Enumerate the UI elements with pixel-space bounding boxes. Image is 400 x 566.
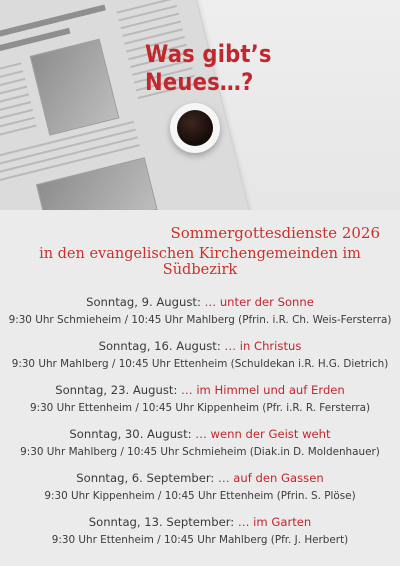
event-theme: … wenn der Geist weht	[195, 427, 331, 441]
event-item	[0, 426, 400, 460]
newspaper-text-line	[0, 124, 37, 139]
event-title	[0, 294, 400, 310]
event-details: 9:30 Uhr Mahlberg / 10:45 Uhr Ettenheim (Schuldekan i.R. H.G. Dietrich)	[11, 358, 389, 370]
event-item	[0, 514, 400, 548]
event-date: Sonntag, 13. September:	[88, 515, 235, 529]
event-theme: … im Garten	[237, 515, 312, 529]
subtitle-line-2: in den evangelischen Kirchengemeinden im Südbezirk	[39, 246, 361, 278]
event-date: Sonntag, 30. August:	[69, 427, 192, 441]
event-details: 9:30 Uhr Mahlberg / 10:45 Uhr Schmieheim (Diak.in D. Moldenhauer)	[20, 446, 380, 458]
event-date: Sonntag, 16. August:	[98, 339, 221, 353]
event-item	[0, 338, 400, 372]
event-theme: … im Himmel und auf Erden	[181, 383, 345, 397]
event-title	[0, 514, 400, 530]
event-details: 9:30 Uhr Ettenheim / 10:45 Uhr Kippenheim (Pfr. i.R. R. Fersterra)	[29, 402, 371, 414]
event-date: Sonntag, 9. August:	[86, 295, 201, 309]
newspaper-text-line	[120, 13, 179, 29]
coffee-cup	[170, 103, 220, 153]
event-details: 9:30 Uhr Kippenheim / 10:45 Uhr Ettenheim (Pfrin. S. Plöse)	[44, 490, 356, 502]
event-title	[0, 470, 400, 486]
event-theme: … in Christus	[224, 339, 302, 353]
event-date: Sonntag, 23. August:	[55, 383, 178, 397]
event-details: 9:30 Uhr Schmieheim / 10:45 Uhr Mahlberg (Pfrin. i.R. Ch. Weis-Fersterra)	[8, 314, 392, 326]
subtitle-line-1: Sommergottesdienste 2026	[170, 224, 380, 242]
event-item	[0, 382, 400, 416]
event-theme: … unter der Sonne	[204, 295, 314, 309]
event-date: Sonntag, 6. September:	[76, 471, 215, 485]
event-item	[0, 294, 400, 328]
event-theme: … auf den Gassen	[218, 471, 324, 485]
newspaper-illustration	[0, 0, 251, 210]
newspaper-photo	[30, 39, 120, 136]
newspaper-text-line	[118, 5, 177, 21]
hero-image	[0, 0, 400, 210]
newspaper-text-line	[122, 20, 181, 36]
event-details: 9:30 Uhr Ettenheim / 10:45 Uhr Mahlberg (Pfr. J. Herbert)	[51, 534, 349, 546]
event-title	[0, 338, 400, 354]
event-title	[0, 382, 400, 398]
page-title: Was gibt’s Neues…?	[145, 40, 272, 96]
coffee	[177, 110, 213, 146]
event-item	[0, 470, 400, 504]
event-title	[0, 426, 400, 442]
